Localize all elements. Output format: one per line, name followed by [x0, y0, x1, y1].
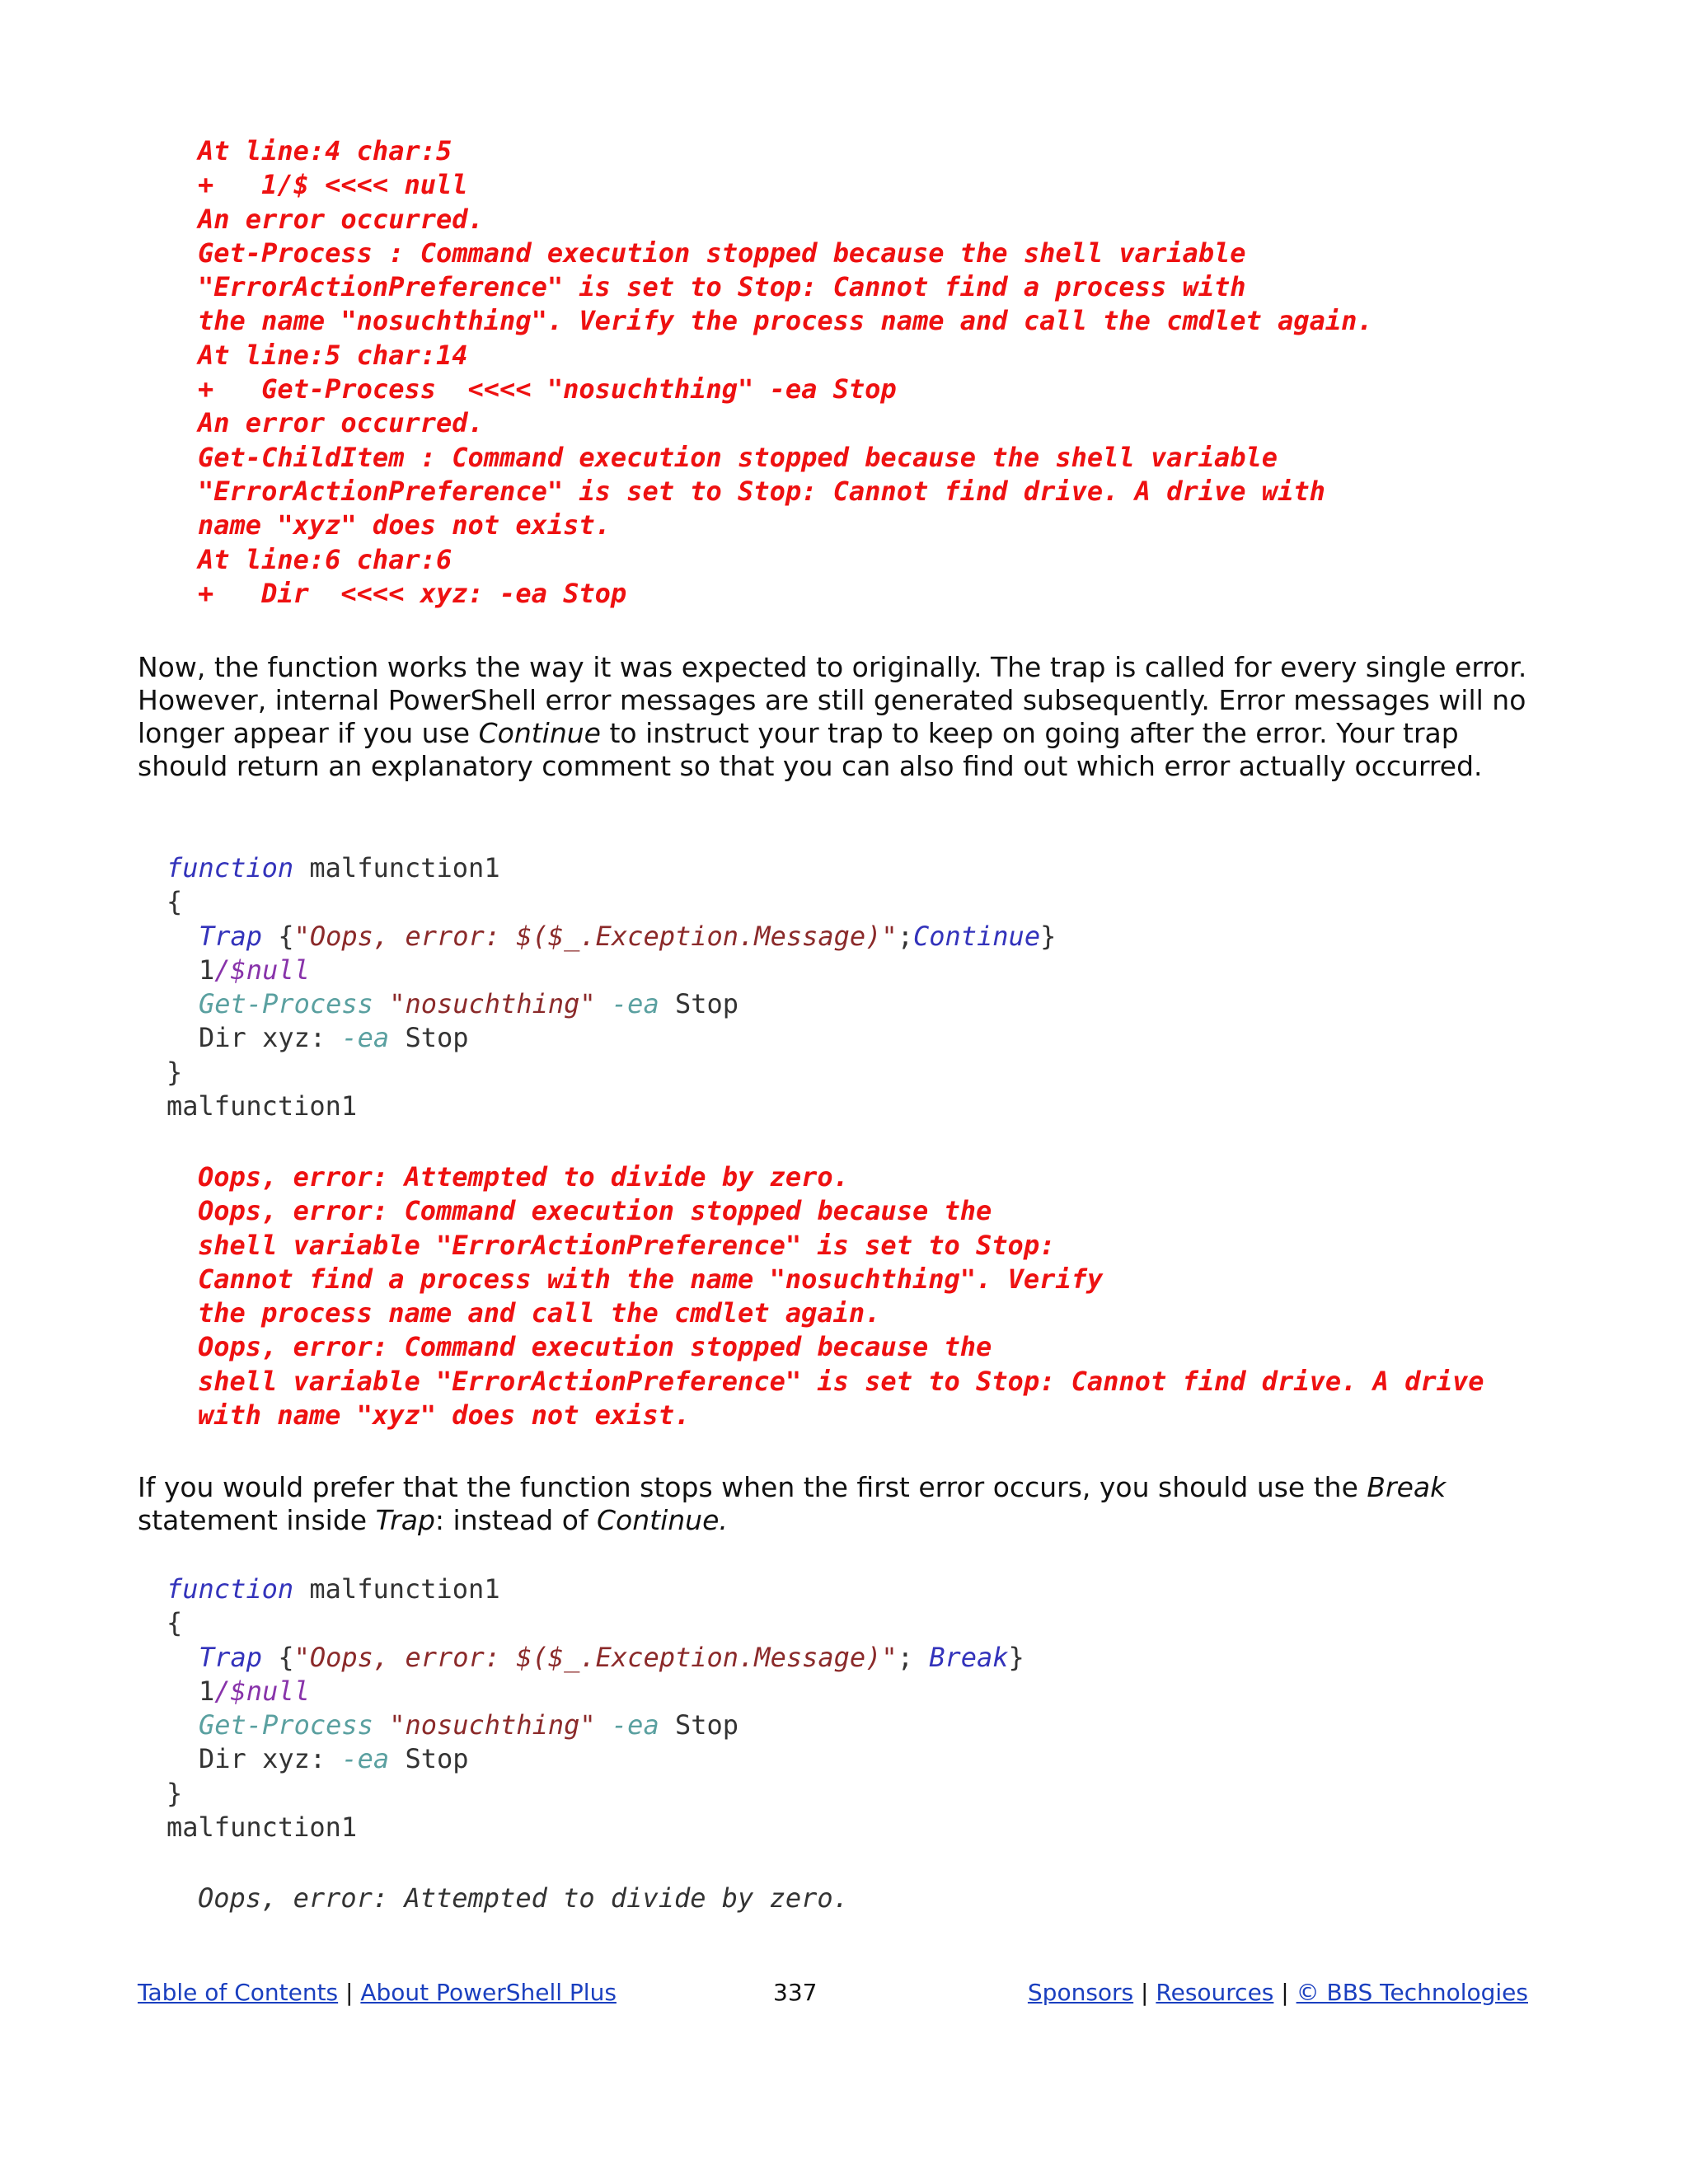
string-literal: "nosuchthing"	[373, 988, 596, 1020]
keyword: function	[166, 1573, 294, 1605]
punct: ;	[897, 1641, 930, 1673]
string-literal: "Oops, error: $($_.Exception.Message)"	[293, 1641, 898, 1673]
emphasis-trap: Trap	[375, 1504, 435, 1536]
separator: |	[338, 1979, 361, 2006]
code-line	[166, 1708, 1025, 1742]
punct: }	[1040, 920, 1057, 952]
error-line: name "xyz" does not exist.	[198, 509, 611, 541]
error-line: An error occurred.	[198, 407, 484, 439]
separator: |	[1133, 1979, 1156, 2006]
error-line: Oops, error: Command execution stopped because the	[198, 1195, 992, 1227]
footer-right	[1028, 1976, 1528, 2009]
error-line: Get-Process : Command execution stopped because the shell variable	[198, 237, 1246, 269]
error-line: with name "xyz" does not exist.	[198, 1399, 691, 1432]
code-line	[166, 1641, 1025, 1675]
keyword-continue: Continue	[912, 920, 1041, 952]
error-line: shell variable "ErrorActionPreference" is set to Stop: Cannot find drive. A drive	[198, 1365, 1484, 1397]
paragraph-text	[138, 1471, 1539, 1537]
error-line: the name "nosuchthing". Verify the process name and call the cmdlet again.	[198, 305, 1373, 337]
separator: |	[1273, 1979, 1296, 2006]
punct: }	[1008, 1641, 1025, 1673]
error-line: "ErrorActionPreference" is set to Stop: Cannot find a process with	[198, 271, 1246, 303]
code-block-2	[166, 1572, 1025, 1844]
error-line: the process name and call the cmdlet again.	[198, 1297, 881, 1329]
argument: Stop	[659, 988, 739, 1020]
error-line: Oops, error: Attempted to divide by zero.	[198, 1161, 849, 1193]
code-line: malfunction1	[166, 1811, 358, 1844]
paragraph-break	[138, 1471, 1539, 1537]
parameter: -ea	[595, 988, 659, 1020]
code-line	[166, 1572, 1025, 1606]
table-of-contents-link[interactable]: Table of Contents	[138, 1979, 339, 2006]
error-line: + Get-Process <<<< "nosuchthing" -ea Stop	[198, 373, 897, 405]
error-line: + 1/$ <<<< null	[198, 169, 468, 201]
text-run: Now, the function works the way it was expected to originally. The trap is called for every single error. However, internal PowerShell error messages are still generated subsequently. Error messages will no longer appear if you use	[138, 651, 1527, 749]
text-run: : instead of	[434, 1504, 598, 1536]
code-line	[166, 1021, 1056, 1055]
command: Dir xyz:	[199, 1743, 326, 1775]
code-line	[166, 987, 1056, 1021]
emphasis-continue: Continue	[478, 717, 601, 749]
cmdlet: Get-Process	[199, 1709, 373, 1741]
bbs-technologies-link[interactable]: © BBS Technologies	[1296, 1979, 1528, 2006]
punct: ;	[897, 920, 913, 952]
command: Dir xyz:	[199, 1022, 326, 1054]
error-output-block-2	[198, 1160, 1484, 1432]
error-line: At line:5 char:14	[198, 339, 468, 371]
punct: {	[262, 1641, 294, 1673]
string-literal: "nosuchthing"	[373, 1709, 596, 1741]
parameter: -ea	[326, 1022, 390, 1054]
emphasis-break: Break	[1367, 1471, 1447, 1503]
keyword: function	[166, 852, 294, 883]
number: 1	[199, 1675, 215, 1707]
output-line: Oops, error: Attempted to divide by zero.	[198, 1882, 849, 1914]
text-run: to instruct your trap to keep on going after the error. Your trap should return an explanatory comment so that you can also find out which error actually occurred.	[138, 717, 1483, 782]
paragraph-continue	[138, 651, 1539, 783]
code-line	[166, 851, 1056, 885]
error-line: + Dir <<<< xyz: -ea Stop	[198, 577, 627, 609]
emphasis-continue: Continue.	[597, 1504, 728, 1536]
error-output-block-1	[198, 134, 1373, 611]
text-run: statement inside	[138, 1504, 376, 1536]
code-line: {	[166, 886, 183, 918]
code-line: }	[166, 1777, 183, 1809]
keyword-break: Break	[929, 1641, 1009, 1673]
argument: Stop	[389, 1743, 469, 1775]
code-line	[166, 1675, 1025, 1708]
error-line: Cannot find a process with the name "nosuchthing". Verify	[198, 1263, 1104, 1295]
punct: {	[262, 920, 294, 952]
keyword-trap: Trap	[199, 920, 263, 952]
variable: /$null	[214, 954, 310, 986]
function-name: malfunction1	[293, 1573, 500, 1605]
code-line: malfunction1	[166, 1090, 358, 1122]
paragraph-text	[138, 651, 1539, 783]
code-line	[166, 1742, 1025, 1776]
code-line: {	[166, 1607, 183, 1639]
keyword-trap: Trap	[199, 1641, 263, 1673]
error-line: At line:4 char:5	[198, 135, 452, 166]
parameter: -ea	[326, 1743, 390, 1775]
function-name: malfunction1	[293, 852, 500, 883]
cmdlet: Get-Process	[199, 988, 373, 1020]
about-powershell-plus-link[interactable]: About PowerShell Plus	[360, 1979, 617, 2006]
parameter: -ea	[595, 1709, 659, 1741]
text-run: If you would prefer that the function stops when the first error occurs, you should use the	[138, 1471, 1367, 1503]
error-line: An error occurred.	[198, 203, 484, 235]
error-line: Oops, error: Command execution stopped because the	[198, 1331, 992, 1363]
variable: /$null	[214, 1675, 310, 1707]
error-line: At line:6 char:6	[198, 543, 452, 575]
error-line: shell variable "ErrorActionPreference" is set to Stop:	[198, 1229, 1056, 1261]
resources-link[interactable]: Resources	[1156, 1979, 1274, 2006]
code-line	[166, 920, 1056, 954]
output-block	[198, 1882, 849, 1915]
page-footer	[138, 1976, 1528, 2009]
footer-left	[138, 1976, 617, 2009]
sponsors-link[interactable]: Sponsors	[1027, 1979, 1134, 2006]
page-number: 337	[773, 1979, 818, 2006]
code-block-1	[166, 851, 1056, 1123]
code-line: }	[166, 1056, 183, 1088]
error-line: "ErrorActionPreference" is set to Stop: Cannot find drive. A drive with	[198, 475, 1325, 507]
string-literal: "Oops, error: $($_.Exception.Message)"	[293, 920, 898, 952]
argument: Stop	[389, 1022, 469, 1054]
code-line	[166, 954, 1056, 987]
error-line: Get-ChildItem : Command execution stopped because the shell variable	[198, 441, 1278, 473]
argument: Stop	[659, 1709, 739, 1741]
number: 1	[199, 954, 215, 986]
